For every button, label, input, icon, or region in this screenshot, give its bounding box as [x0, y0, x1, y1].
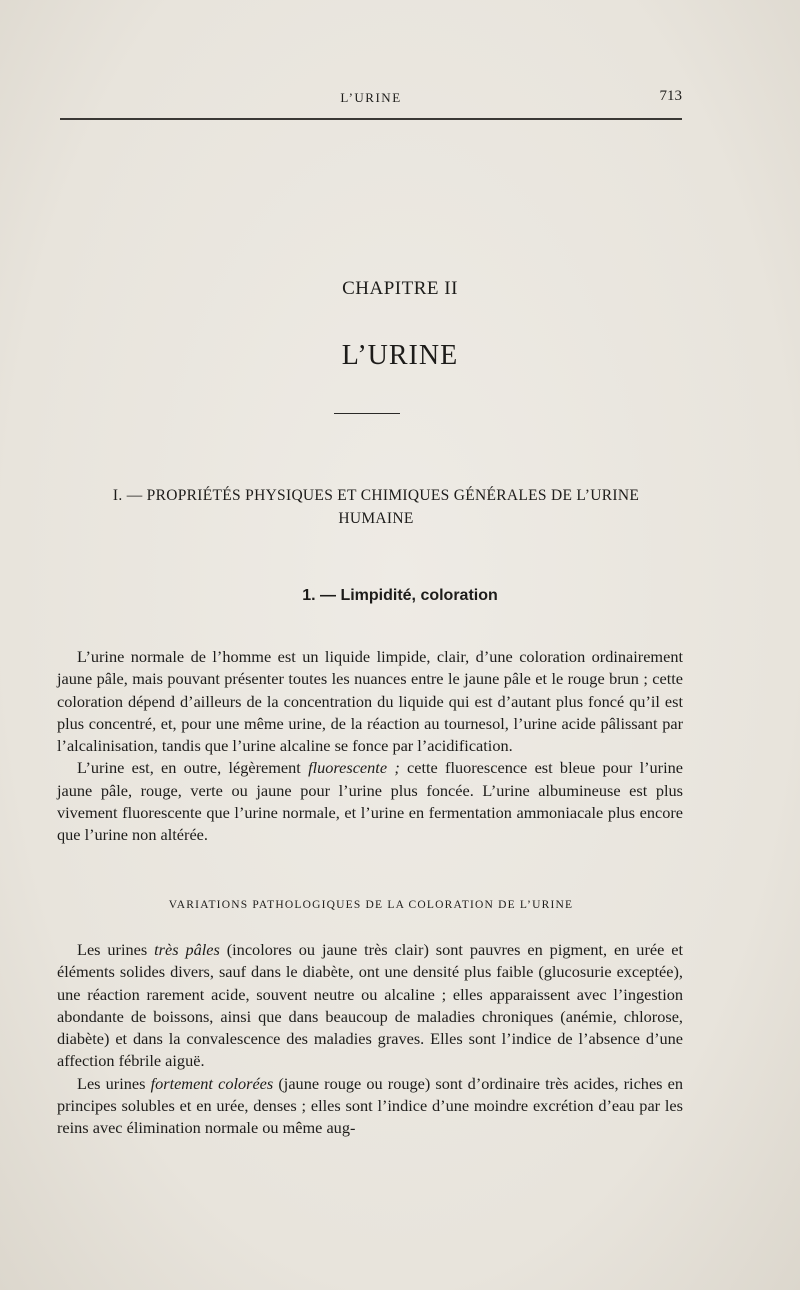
paragraph-text: L’urine est, en outre, légèrement	[77, 758, 309, 778]
paragraph-text: (incolores ou jaune très clair) sont pauvres en pigment, en urée et éléments solides divers, sauf dans le diabète, ont une densité plus faible (glucosurie exceptée), une réaction rarement acide, souvent neutre ou alcaline ; elles apparaissent avec l’ingestion abondante de boissons, ainsi que dans beaucoup de maladies chroniques (anémie, chlorose, diabète) et dans la convalescence des maladies graves. Elles sont l’indice de l’absence d’une affection fébrile aiguë.	[57, 940, 683, 1071]
subsection-heading: 1. — Limpidité, coloration	[302, 587, 498, 604]
paragraph-pale-urines	[57, 939, 683, 1073]
paragraph-fluorescence	[57, 757, 683, 846]
body-text-lower	[57, 939, 683, 1140]
chapter-label: CHAPITRE II	[342, 278, 458, 299]
italic-term: fortement colorées	[150, 1073, 274, 1093]
variations-heading: VARIATIONS PATHOLOGIQUES DE LA COLORATION DE L’URINE	[168, 899, 574, 911]
section-heading: I. — PROPRIÉTÉS PHYSIQUES ET CHIMIQUES GÉNÉRALES DE L’URINE HUMAINE	[112, 487, 640, 527]
running-head	[60, 88, 682, 120]
running-head-title: L’URINE	[340, 90, 402, 105]
chapter-divider	[334, 413, 400, 414]
body-text-upper	[57, 646, 683, 847]
paragraph-text: Les urines	[77, 940, 155, 959]
paragraph-text: (jaune rouge ou rouge) sont d’ordinaire très acides, riches en principes solubles et en urée, denses ; elles sont l’indice d’une moindre excrétion d’eau par les reins avec élimination normale ou même aug-	[57, 1073, 684, 1138]
italic-term: très pâles	[154, 940, 220, 959]
paragraph-normal-urine: L’urine normale de l’homme est un liquide limpide, clair, d’une coloration ordinairement jaune pâle, mais pouvant présenter toutes les nuances entre le jaune pâle et le rouge brun ; cette coloration dépend d’ailleurs de la concentration du liquide qui est d’autant plus foncé qu’il est plus concentré, et, pour une même urine, de la réaction au tournesol, l’urine acide pâlissant par l’alcalinisation, tandis que l’urine alcaline se fonce par l’acidification.	[57, 647, 683, 756]
paragraph-text: Les urines	[77, 1073, 151, 1093]
chapter-title: L’URINE	[341, 340, 459, 371]
paragraph-colored-urines	[57, 1073, 683, 1140]
paragraph-text: cette fluorescence est bleue pour l’urine jaune pâle, rouge, verte ou jaune pour l’urine plus foncée. L’urine albumineuse est plus vivement fluorescente que l’urine normale, et l’urine en fermentation ammoniacale plus encore que l’urine non altérée.	[57, 758, 683, 845]
page-number: 713	[659, 88, 682, 104]
italic-term: fluorescente ;	[308, 758, 400, 778]
